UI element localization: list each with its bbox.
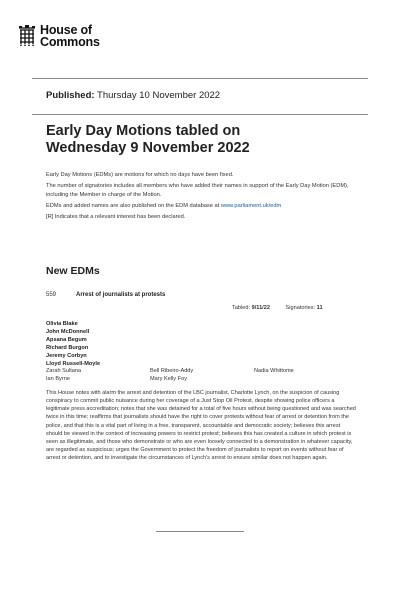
supporter-name: Bell Ribeiro-Addy — [150, 368, 194, 374]
supporters-list — [46, 367, 346, 383]
portcullis-icon — [18, 25, 36, 47]
sponsor-name: Lloyd Russell-Moyle — [46, 361, 101, 368]
edm-title: Arrest of journalists at protests — [76, 292, 166, 298]
document-title — [46, 123, 366, 157]
sponsor-name: Richard Burgon — [46, 345, 89, 352]
signatories-label: Signatories: — [285, 305, 316, 311]
supporter-name: Nadia Whittome — [254, 368, 294, 374]
logo-wordmark — [40, 25, 100, 48]
tabled-info — [232, 305, 323, 311]
motion-text: This House notes with alarm the arrest and detention of the LBC journalist, Charlotte Lynch, on the suspicion of causing conspiracy to commit public nuisance during her coverage of a Just Stop Oil Protest, despite showing police officers a legitimate press accreditation; notes that she was detained for a total of five hours without being questioned and was searched twice in this time; reaffirms that journalists should have the right to cover protests without fear of arrest or detention from the police, and that this is a vital part of living in a free, transparent, accountable and democratic society; believes this arrest should be viewed in the context of increasing powers to restrict protest; believes this has created a culture in which protest is seen as illegitimate, and those who demonstrate or who are even loosely connected to a demonstration in whatever capacity, are regarded as suspicious; urges the Government to protect the freedom of journalists to report on events without fear of arrest or detention, and to investigate the circumstances of Lynch's arrest to ensure similar does not happen again. — [46, 390, 356, 462]
supporter-name: Ian Byrne — [46, 376, 70, 383]
tabled-date: 9/11/22 — [251, 305, 270, 311]
edm-number: 559 — [46, 292, 57, 298]
tabled-label: Tabled: — [232, 305, 251, 311]
top-divider — [32, 78, 368, 79]
document-title-line-2: Wednesday 9 November 2022 — [46, 140, 250, 156]
mid-divider — [32, 114, 368, 115]
published-date: Thursday 10 November 2022 — [97, 90, 221, 101]
end-rule — [156, 531, 244, 532]
house-of-commons-logo — [18, 25, 100, 48]
intro-paragraph-3-text: EDMs and added names are also published on the EDM database at — [46, 202, 221, 209]
logo-line-2: Commons — [40, 34, 100, 49]
supporters-row — [46, 375, 346, 383]
edm-database-link[interactable]: www.parliament.uk/edm — [220, 202, 282, 209]
intro-paragraph-2: The number of signatories includes all members who have added their names in support of the Early Day Motion (EDM), including the Member in charge of the Motion. — [46, 183, 349, 198]
published-label: Published: — [46, 90, 95, 101]
primary-sponsors — [46, 320, 100, 369]
logo-line-1: House of — [40, 23, 92, 37]
intro-paragraph-4: [R] Indicates that a relevant interest has been declared. — [46, 214, 186, 221]
sponsor-name: Jeremy Corbyn — [46, 353, 87, 360]
sponsor-name: Apsana Begum — [46, 337, 87, 344]
sponsor-name: Olivia Blake — [46, 321, 78, 327]
supporters-row — [46, 367, 346, 375]
supporter-name: Mary Kelly Foy — [150, 376, 187, 383]
published-line — [46, 90, 220, 101]
intro-paragraph-1: Early Day Motions (EDMs) are motions for which no days have been fixed. — [46, 172, 234, 178]
signatories-count: 11 — [316, 305, 323, 311]
intro-section — [46, 171, 358, 225]
section-heading: New EDMs — [46, 265, 100, 277]
intro-paragraph-3 — [46, 202, 358, 210]
supporter-name: Zarah Sultana — [46, 368, 82, 374]
sponsor-name: John McDonnell — [46, 329, 90, 336]
document-title-line-1: Early Day Motions tabled on — [46, 123, 241, 139]
